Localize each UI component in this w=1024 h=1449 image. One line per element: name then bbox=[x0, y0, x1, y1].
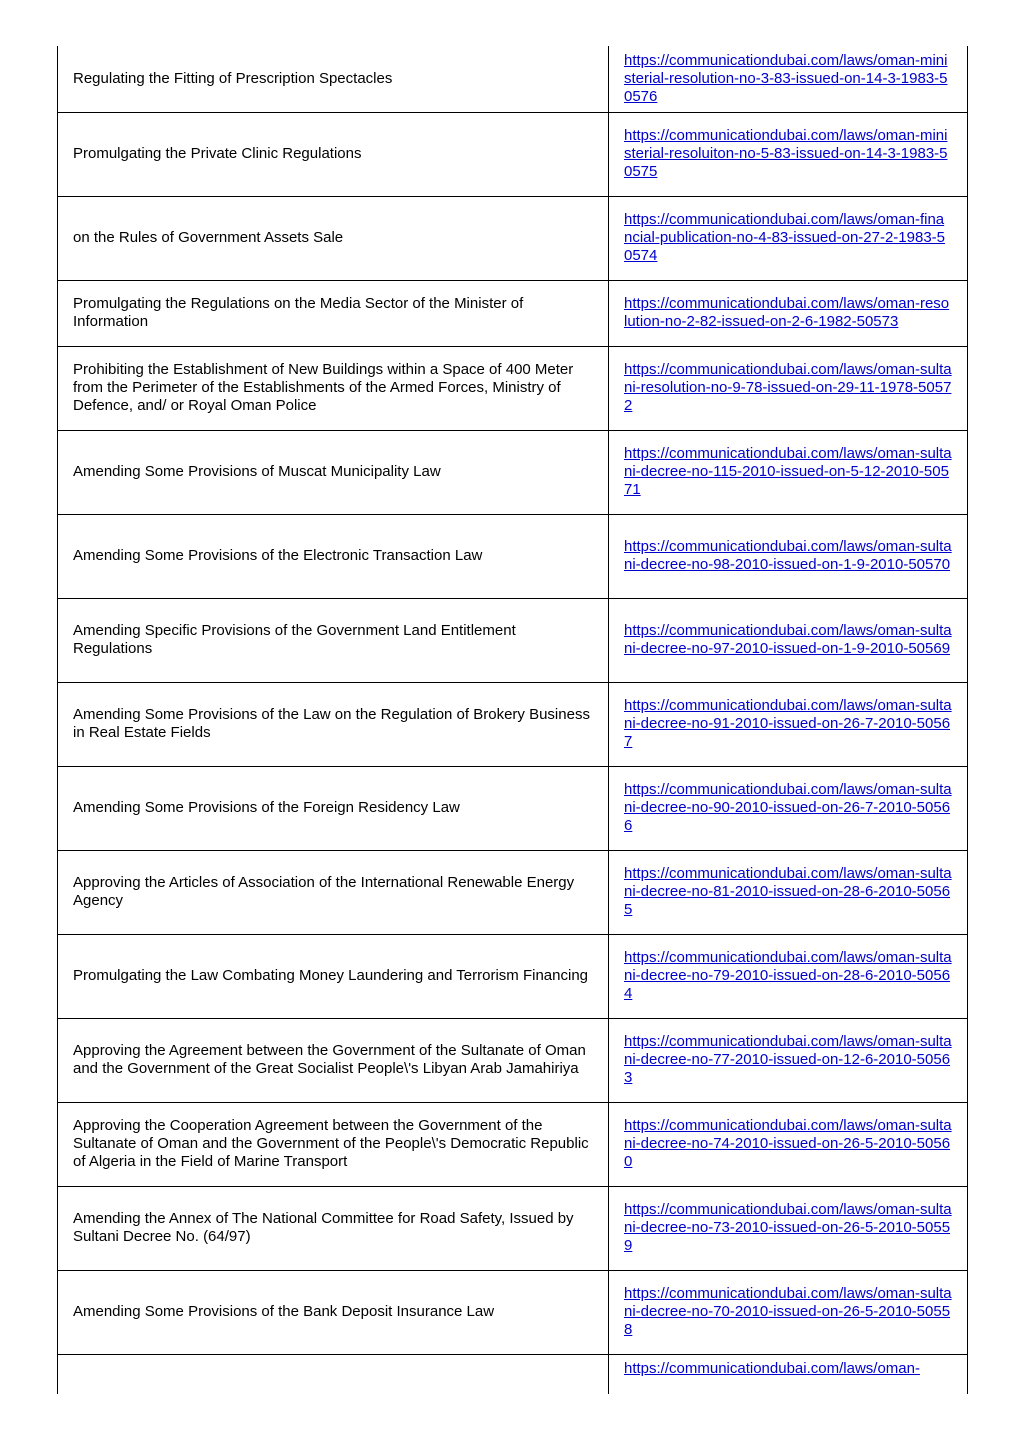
table-row bbox=[58, 682, 968, 766]
table-row bbox=[58, 514, 968, 598]
table-row bbox=[58, 1186, 968, 1270]
law-link-cell bbox=[609, 934, 968, 1018]
law-link[interactable]: https://communicationdubai.com/laws/oman-sultani-decree-no-91-2010-issued-on-26-7-2010-50567 bbox=[624, 697, 952, 750]
law-title: Approving the Agreement between the Government of the Sultanate of Oman and the Government of the Great Socialist People\'s Libyan Arab Jamahiriya bbox=[58, 1018, 609, 1102]
law-link[interactable]: https://communicationdubai.com/laws/oman-sultani-resolution-no-9-78-issued-on-29-11-1978-50572 bbox=[624, 361, 952, 414]
law-link-cell bbox=[609, 1354, 968, 1394]
law-title: Amending Specific Provisions of the Government Land Entitlement Regulations bbox=[58, 598, 609, 682]
law-title: on the Rules of Government Assets Sale bbox=[58, 196, 609, 280]
table-row bbox=[58, 850, 968, 934]
law-link-cell bbox=[609, 430, 968, 514]
law-link-cell bbox=[609, 46, 968, 112]
law-link-cell bbox=[609, 766, 968, 850]
law-link[interactable]: https://communicationdubai.com/laws/oman-sultani-decree-no-115-2010-issued-on-5-12-2010-50571 bbox=[624, 445, 952, 498]
law-link[interactable]: https://communicationdubai.com/laws/oman-sultani-decree-no-79-2010-issued-on-28-6-2010-50564 bbox=[624, 949, 952, 1002]
law-title: Approving the Cooperation Agreement between the Government of the Sultanate of Oman and the Government of the People\'s Democratic Republic of Algeria in the Field of Marine Transport bbox=[58, 1102, 609, 1186]
law-title: Promulgating the Private Clinic Regulations bbox=[58, 112, 609, 196]
law-title: Amending Some Provisions of the Electronic Transaction Law bbox=[58, 514, 609, 598]
table-row bbox=[58, 934, 968, 1018]
law-title: Amending Some Provisions of the Bank Deposit Insurance Law bbox=[58, 1270, 609, 1354]
law-title: Amending Some Provisions of Muscat Municipality Law bbox=[58, 430, 609, 514]
table-row bbox=[58, 346, 968, 430]
law-link[interactable]: https://communicationdubai.com/laws/oman-financial-publication-no-4-83-issued-on-27-2-1983-50574 bbox=[624, 211, 946, 264]
law-link[interactable]: https://communicationdubai.com/laws/oman-ministerial-resoluiton-no-5-83-issued-on-14-3-1983-50575 bbox=[624, 127, 948, 180]
table-row bbox=[58, 766, 968, 850]
law-link[interactable]: https://communicationdubai.com/laws/oman-sultani-decree-no-97-2010-issued-on-1-9-2010-50569 bbox=[624, 622, 952, 657]
law-link[interactable]: https://communicationdubai.com/laws/oman-sultani-decree-no-98-2010-issued-on-1-9-2010-50570 bbox=[624, 538, 952, 573]
law-link[interactable]: https://communicationdubai.com/laws/oman-sultani-decree-no-70-2010-issued-on-26-5-2010-50558 bbox=[624, 1285, 952, 1338]
law-link-cell bbox=[609, 1018, 968, 1102]
law-link-cell bbox=[609, 196, 968, 280]
law-link[interactable]: https://communicationdubai.com/laws/oman-resolution-no-2-82-issued-on-2-6-1982-50573 bbox=[624, 295, 950, 330]
law-title bbox=[58, 1354, 609, 1394]
law-link-cell bbox=[609, 280, 968, 346]
law-title: Promulgating the Law Combating Money Laundering and Terrorism Financing bbox=[58, 934, 609, 1018]
law-link[interactable]: https://communicationdubai.com/laws/oman-ministerial-resolution-no-3-83-issued-on-14-3-1983-50576 bbox=[624, 51, 948, 105]
law-link-cell bbox=[609, 598, 968, 682]
laws-table bbox=[57, 46, 968, 1394]
table-row bbox=[58, 1102, 968, 1186]
table-row bbox=[58, 1354, 968, 1394]
law-link-cell bbox=[609, 346, 968, 430]
law-title: Amending Some Provisions of the Foreign Residency Law bbox=[58, 766, 609, 850]
law-link[interactable]: https://communicationdubai.com/laws/oman-sultani-decree-no-81-2010-issued-on-28-6-2010-50565 bbox=[624, 865, 952, 918]
law-link[interactable]: https://communicationdubai.com/laws/oman-sultani-decree-no-74-2010-issued-on-26-5-2010-50560 bbox=[624, 1117, 952, 1170]
table-row bbox=[58, 112, 968, 196]
law-title: Approving the Articles of Association of the International Renewable Energy Agency bbox=[58, 850, 609, 934]
law-link-cell bbox=[609, 514, 968, 598]
table-row bbox=[58, 598, 968, 682]
table-row bbox=[58, 196, 968, 280]
table-row bbox=[58, 1270, 968, 1354]
law-link[interactable]: https://communicationdubai.com/laws/oman-sultani-decree-no-73-2010-issued-on-26-5-2010-50559 bbox=[624, 1201, 952, 1254]
law-title: Amending the Annex of The National Committee for Road Safety, Issued by Sultani Decree No. (64/97) bbox=[58, 1186, 609, 1270]
table-row bbox=[58, 1018, 968, 1102]
law-title: Promulgating the Regulations on the Media Sector of the Minister of Information bbox=[58, 280, 609, 346]
law-link-cell bbox=[609, 682, 968, 766]
law-link-cell bbox=[609, 112, 968, 196]
law-link-cell bbox=[609, 850, 968, 934]
law-link-cell bbox=[609, 1186, 968, 1270]
law-title: Prohibiting the Establishment of New Buildings within a Space of 400 Meter from the Perimeter of the Establishments of the Armed Forces, Ministry of Defence, and/ or Royal Oman Police bbox=[58, 346, 609, 430]
table-row bbox=[58, 280, 968, 346]
law-link[interactable]: https://communicationdubai.com/laws/oman-sultani-decree-no-90-2010-issued-on-26-7-2010-50566 bbox=[624, 781, 952, 834]
law-title: Regulating the Fitting of Prescription Spectacles bbox=[58, 46, 609, 112]
table-row bbox=[58, 46, 968, 112]
law-link[interactable]: https://communicationdubai.com/laws/oman-sultani-decree-no-77-2010-issued-on-12-6-2010-50563 bbox=[624, 1033, 952, 1086]
law-link-cell bbox=[609, 1270, 968, 1354]
table-row bbox=[58, 430, 968, 514]
law-link[interactable]: https://communicationdubai.com/laws/oman- bbox=[624, 1359, 920, 1377]
law-title: Amending Some Provisions of the Law on the Regulation of Brokery Business in Real Estate Fields bbox=[58, 682, 609, 766]
law-link-cell bbox=[609, 1102, 968, 1186]
